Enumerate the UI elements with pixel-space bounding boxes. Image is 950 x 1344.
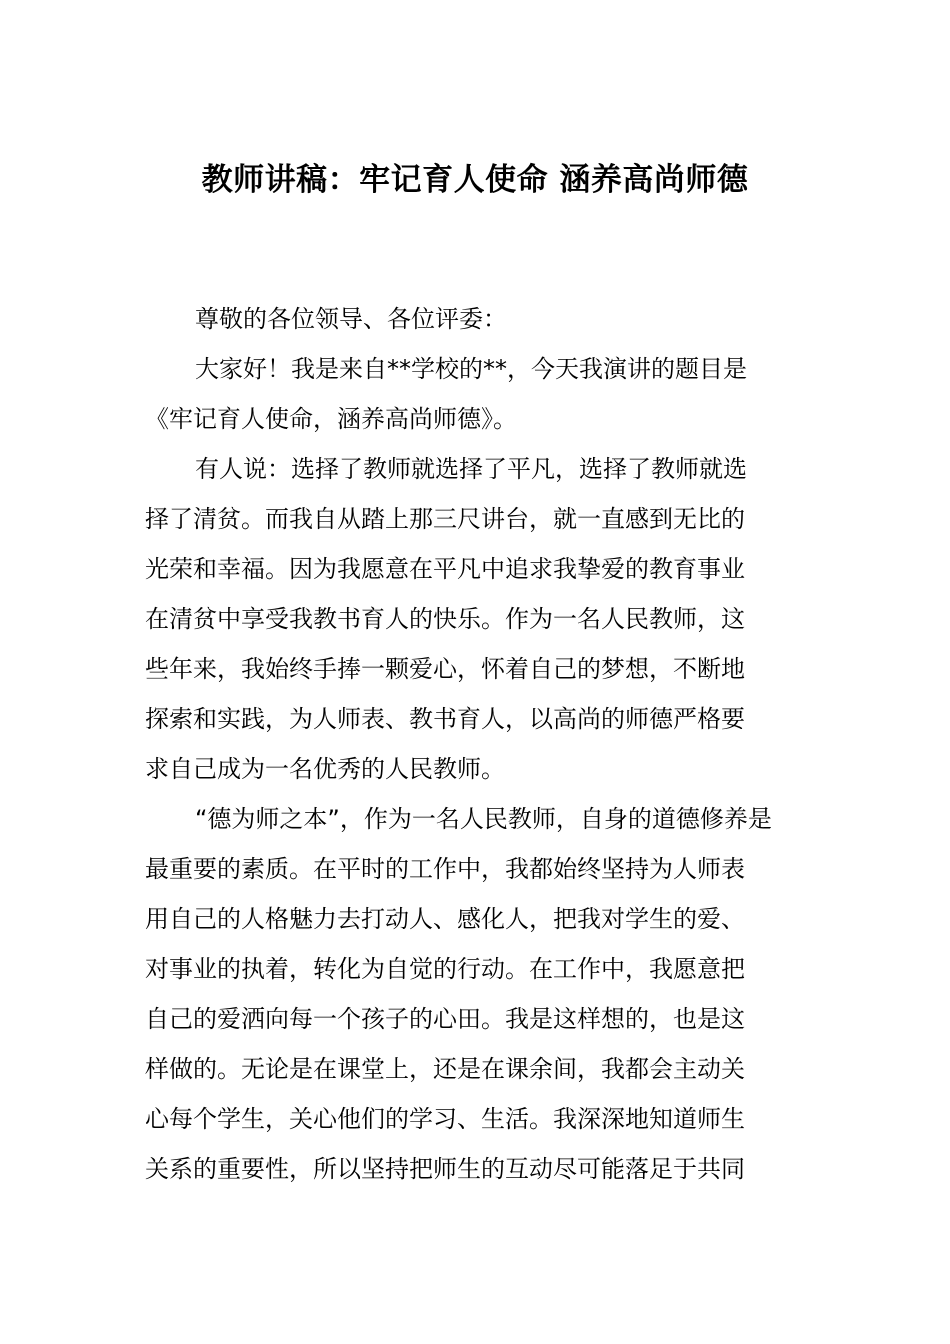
text-line: 《牢记育人使命，涵养高尚师德》。 [145,405,517,433]
text-line: 最重要的素质。在平时的工作中，我都始终坚持为人师表 [145,855,745,883]
text-line: 有人说：选择了教师就选择了平凡，选择了教师就选 [195,455,747,483]
text-line: 择了清贫。而我自从踏上那三尺讲台，就一直感到无比的 [145,505,745,533]
text-line: 光荣和幸福。因为我愿意在平凡中追求我挚爱的教育事业 [145,555,745,583]
text-line: “德为师之本”，作为一名人民教师，自身的道德修养是 [195,805,772,833]
text-line: 探索和实践，为人师表、教书育人，以高尚的师德严格要 [145,705,745,733]
text-line: 在清贫中享受我教书育人的快乐。作为一名人民教师，这 [145,605,745,633]
document-title: 教师讲稿：牢记育人使命 涵养高尚师德 [201,162,749,198]
text-line: 大家好！我是来自**学校的**，今天我演讲的题目是 [195,355,747,383]
text-line: 关系的重要性，所以坚持把师生的互动尽可能落足于共同 [145,1155,745,1183]
text-line: 求自己成为一名优秀的人民教师。 [145,755,505,783]
text-line: 自己的爱洒向每一个孩子的心田。我是这样想的，也是这 [145,1005,745,1033]
text-line: 尊敬的各位领导、各位评委： [195,305,507,333]
document-body [145,294,809,1194]
text-line: 样做的。无论是在课堂上，还是在课余间，我都会主动关 [145,1055,745,1083]
text-line: 用自己的人格魅力去打动人、感化人，把我对学生的爱、 [145,905,745,933]
text-line: 对事业的执着，转化为自觉的行动。在工作中，我愿意把 [145,955,745,983]
text-line: 心每个学生，关心他们的学习、生活。我深深地知道师生 [145,1105,745,1133]
text-line: 些年来，我始终手捧一颗爱心，怀着自己的梦想，不断地 [145,655,745,683]
